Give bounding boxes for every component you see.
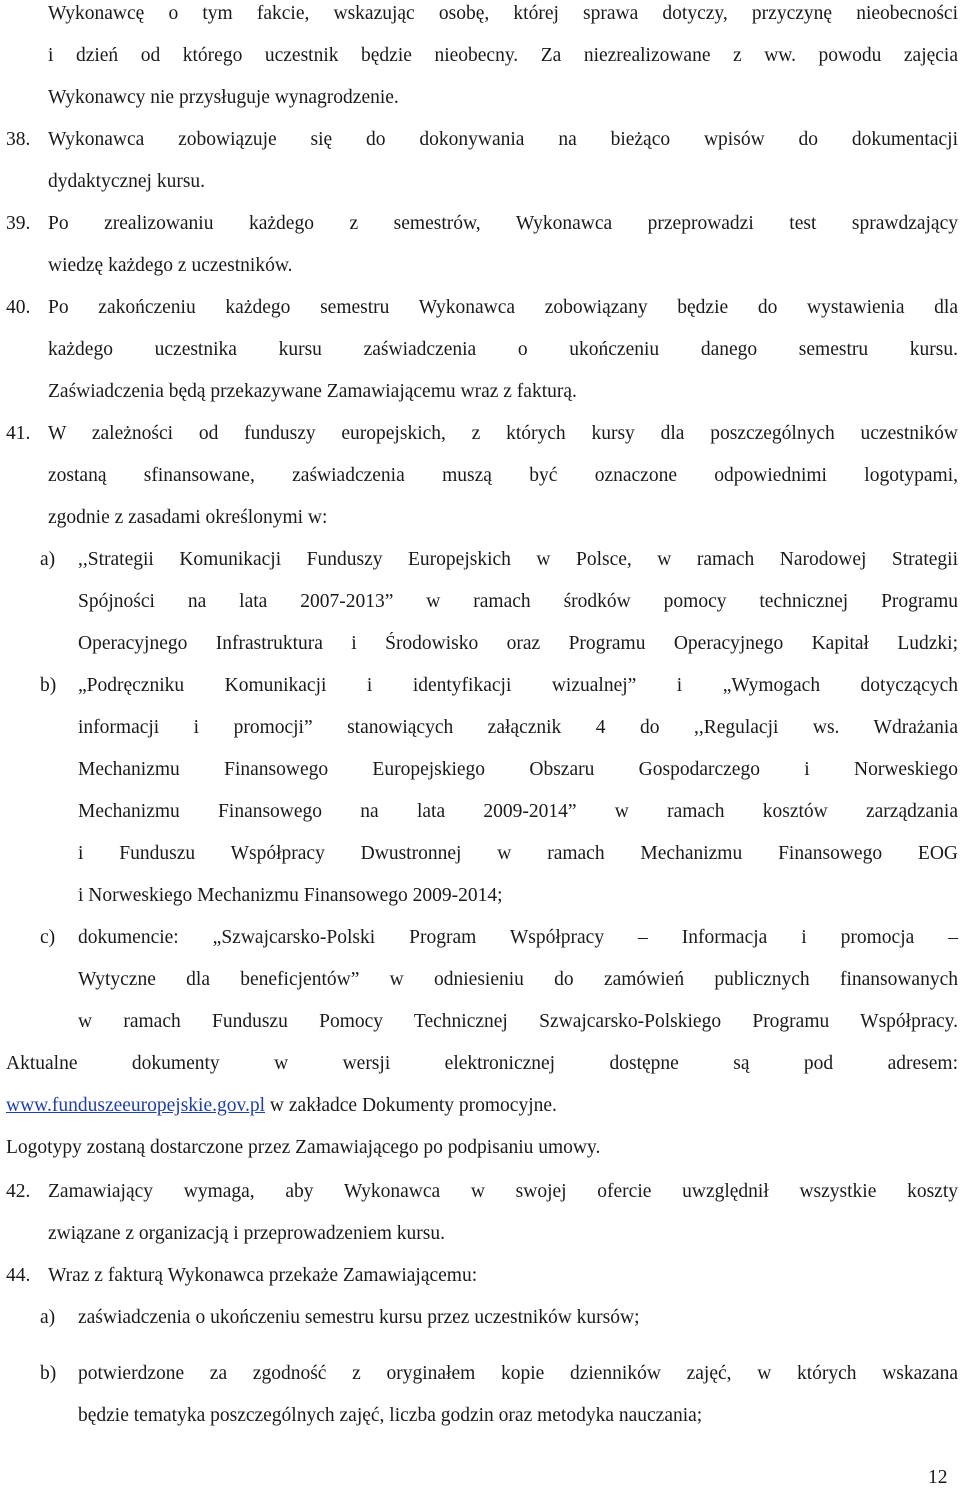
item-number: 42. [6, 1181, 31, 1202]
text-line: Mechanizmu Finansowego Europejskiego Obszaru Gospodarczego i Norweskiego [78, 759, 958, 780]
item-number: 40. [6, 297, 31, 318]
text-line: w ramach Funduszu Pomocy Technicznej Szwajcarsko-Polskiego Programu Współpracy. [78, 1011, 958, 1032]
text-line: Operacyjnego Infrastruktura i Środowisko oraz Programu Operacyjnego Kapitał Ludzki; [78, 633, 958, 654]
text-line: potwierdzone za zgodność z oryginałem kopie dzienników zajęć, w których wskazana [78, 1363, 958, 1384]
list-marker: a) [40, 549, 56, 570]
text-line: dokumencie: „Szwajcarsko-Polski Program Współpracy – Informacja i promocja – [78, 927, 958, 948]
text-line: Wykonawca zobowiązuje się do dokonywania na bieżąco wpisów do dokumentacji [48, 129, 958, 150]
text-line: zgodnie z zasadami określonymi w: [48, 507, 328, 528]
text-line: Po zakończeniu każdego semestru Wykonawca zobowiązany będzie do wystawienia dla [48, 297, 958, 318]
text-line: i Norweskiego Mechanizmu Finansowego 2009-2014; [78, 885, 503, 906]
item-number: 38. [6, 129, 31, 150]
text-line: Wytyczne dla beneficjentów” w odniesieniu do zamówień publicznych finansowanych [78, 969, 958, 990]
text-line: ,,Strategii Komunikacji Funduszy Europejskich w Polsce, w ramach Narodowej Strategii [78, 549, 958, 570]
text-line [6, 1094, 557, 1118]
text-line: każdego uczestnika kursu zaświadczenia o ukończeniu danego semestru kursu. [48, 339, 958, 360]
list-marker: b) [40, 675, 57, 696]
item-number: 44. [6, 1265, 31, 1286]
list-marker: b) [40, 1363, 57, 1384]
text-line: Wraz z fakturą Wykonawca przekaże Zamawiającemu: [48, 1265, 478, 1286]
page-number: 12 [928, 1467, 948, 1488]
text-line: wiedzę każdego z uczestników. [48, 255, 293, 276]
text-line: Zamawiający wymaga, aby Wykonawca w swojej ofercie uwzględnił wszystkie koszty [48, 1181, 958, 1202]
text-line: Logotypy zostaną dostarczone przez Zamawiającego po podpisaniu umowy. [6, 1137, 601, 1158]
text-line: Spójności na lata 2007-2013” w ramach środków pomocy technicznej Programu [78, 591, 958, 612]
text-line: Wykonawcę o tym fakcie, wskazując osobę, której sprawa dotyczy, przyczynę nieobecności [48, 3, 958, 24]
text-line: dydaktycznej kursu. [48, 171, 206, 192]
text-line: „Podręczniku Komunikacji i identyfikacji wizualnej” i „Wymogach dotyczących [78, 675, 958, 696]
text-line: Aktualne dokumenty w wersji elektronicznej dostępne są pod adresem: [6, 1053, 958, 1074]
text-line: Po zrealizowaniu każdego z semestrów, Wykonawca przeprowadzi test sprawdzający [48, 213, 958, 234]
list-marker: a) [40, 1307, 56, 1328]
text-line: Wykonawcy nie przysługuje wynagrodzenie. [48, 87, 399, 108]
text-line: informacji i promocji” stanowiących załącznik 4 do ,,Regulacji ws. Wdrażania [78, 717, 958, 738]
text-line: Zaświadczenia będą przekazywane Zamawiającemu wraz z fakturą. [48, 381, 577, 402]
item-number: 41. [6, 423, 31, 444]
text-line: Mechanizmu Finansowego na lata 2009-2014” w ramach kosztów zarządzania [78, 801, 958, 822]
list-marker: c) [40, 927, 56, 948]
text-fragment: w zakładce Dokumenty promocyjne. [265, 1095, 557, 1116]
text-line: i dzień od którego uczestnik będzie nieobecny. Za niezrealizowane z ww. powodu zajęcia [48, 45, 958, 66]
text-line: i Funduszu Współpracy Dwustronnej w ramach Mechanizmu Finansowego EOG [78, 843, 958, 864]
documents-link[interactable]: www.funduszeeuropejskie.gov.pl [6, 1095, 266, 1116]
item-number: 39. [6, 213, 31, 234]
text-line: zostaną sfinansowane, zaświadczenia muszą być oznaczone odpowiednimi logotypami, [48, 465, 958, 486]
text-line: będzie tematyka poszczególnych zajęć, liczba godzin oraz metodyka nauczania; [78, 1405, 703, 1426]
text-line: związane z organizacją i przeprowadzeniem kursu. [48, 1223, 446, 1244]
text-line: zaświadczenia o ukończeniu semestru kursu przez uczestników kursów; [78, 1307, 640, 1328]
text-line: W zależności od funduszy europejskich, z których kursy dla poszczególnych uczestników [48, 423, 958, 444]
